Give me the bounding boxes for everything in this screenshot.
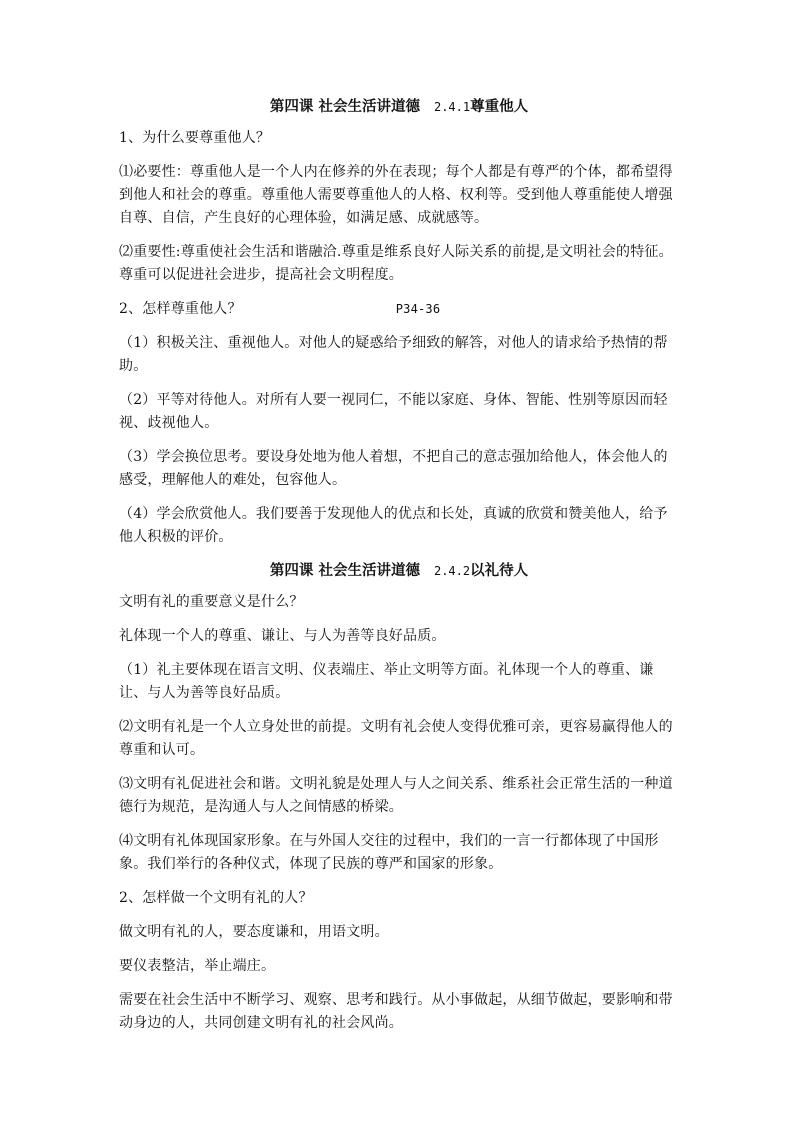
question-how-respect	[119, 298, 679, 321]
lesson-subtitle: 以礼待人	[470, 562, 529, 579]
paragraph-courteous-3: 需要在社会生活中不断学习、观察、思考和践行。从小事做起，从细节做起，要影响和带动身边的人，共同创建文明有礼的社会风尚。	[119, 992, 673, 1031]
lesson-title-main: 第四课 社会生活讲道德	[269, 562, 420, 579]
question-how-courteous: 2、怎样做一个文明有礼的人？	[119, 890, 313, 906]
paragraph-courtesy-3: ⑶文明有礼促进社会和谐。文明礼貌是处理人与人之间关系、维系社会正常生活的一种道德行为规范，是沟通人与人之间情感的桥梁。	[119, 776, 673, 815]
paragraph-importance: ⑵重要性:尊重使社会生活和谐融洽.尊重是维系良好人际关系的前提,是文明社会的特征。尊重可以促进社会进步，提高社会文明程度。	[119, 244, 673, 283]
lesson-code: 2.4.1	[433, 100, 471, 114]
page-reference: P34-36	[395, 302, 441, 316]
paragraph-method-3: （3）学会换位思考。要设身处地为他人着想，不把自己的意志强加给他人，体会他人的感受，理解他人的难处，包容他人。	[119, 449, 668, 488]
lesson-title-respect	[119, 96, 679, 118]
paragraph-courtesy-2: ⑵文明有礼是一个人立身处世的前提。文明有礼会使人变得优雅可亲，更容易赢得他人的尊重和认可。	[119, 719, 673, 758]
question-courtesy-meaning: 文明有礼的重要意义是什么？	[119, 594, 304, 610]
paragraph-method-2: （2）平等对待他人。对所有人要一视同仁，不能以家庭、身体、智能、性别等原因而轻视、歧视他人。	[119, 392, 668, 431]
paragraph-courteous-2: 要仪表整洁，举止端庄。	[119, 958, 276, 974]
paragraph-courtesy-4: ⑷文明有礼体现国家形象。在与外国人交往的过程中，我们的一言一行都体现了中国形象。我们举行的各种仪式，体现了民族的尊严和国家的形象。	[119, 833, 659, 872]
lesson-title-main: 第四课 社会生活讲道德	[269, 98, 420, 115]
question-how-respect-text: 2、怎样尊重他人？	[119, 301, 242, 317]
paragraph-method-1: （1）积极关注、重视他人。对他人的疑惑给予细致的解答，对他人的请求给予热情的帮助。	[119, 335, 668, 374]
paragraph-necessity: ⑴必要性：尊重他人是一个人内在修养的外在表现；每个人都是有尊严的个体，都希望得到他人和社会的尊重。尊重他人需要尊重他人的人格、权利等。受到他人尊重能使人增强自尊、自信，产生良好的心理体验，如满足感、成就感等。	[119, 164, 673, 226]
lesson-subtitle: 尊重他人	[470, 98, 529, 115]
document-content	[119, 96, 679, 1046]
paragraph-courtesy-intro: 礼体现一个人的尊重、谦让、与人为善等良好品质。	[119, 628, 446, 644]
paragraph-courteous-1: 做文明有礼的人，要态度谦和，用语文明。	[119, 924, 389, 940]
paragraph-courtesy-1: （1）礼主要体现在语言文明、仪表端庄、举止文明等方面。礼体现一个人的尊重、谦让、与人为善等良好品质。	[119, 662, 654, 701]
lesson-code: 2.4.2	[433, 564, 471, 578]
lesson-title-courtesy	[119, 560, 679, 582]
question-why-respect: 1、为什么要尊重他人？	[119, 130, 271, 146]
paragraph-method-4: （4）学会欣赏他人。我们要善于发现他人的优点和长处，真诚的欣赏和赞美他人，给予他人积极的评价。	[119, 506, 668, 545]
